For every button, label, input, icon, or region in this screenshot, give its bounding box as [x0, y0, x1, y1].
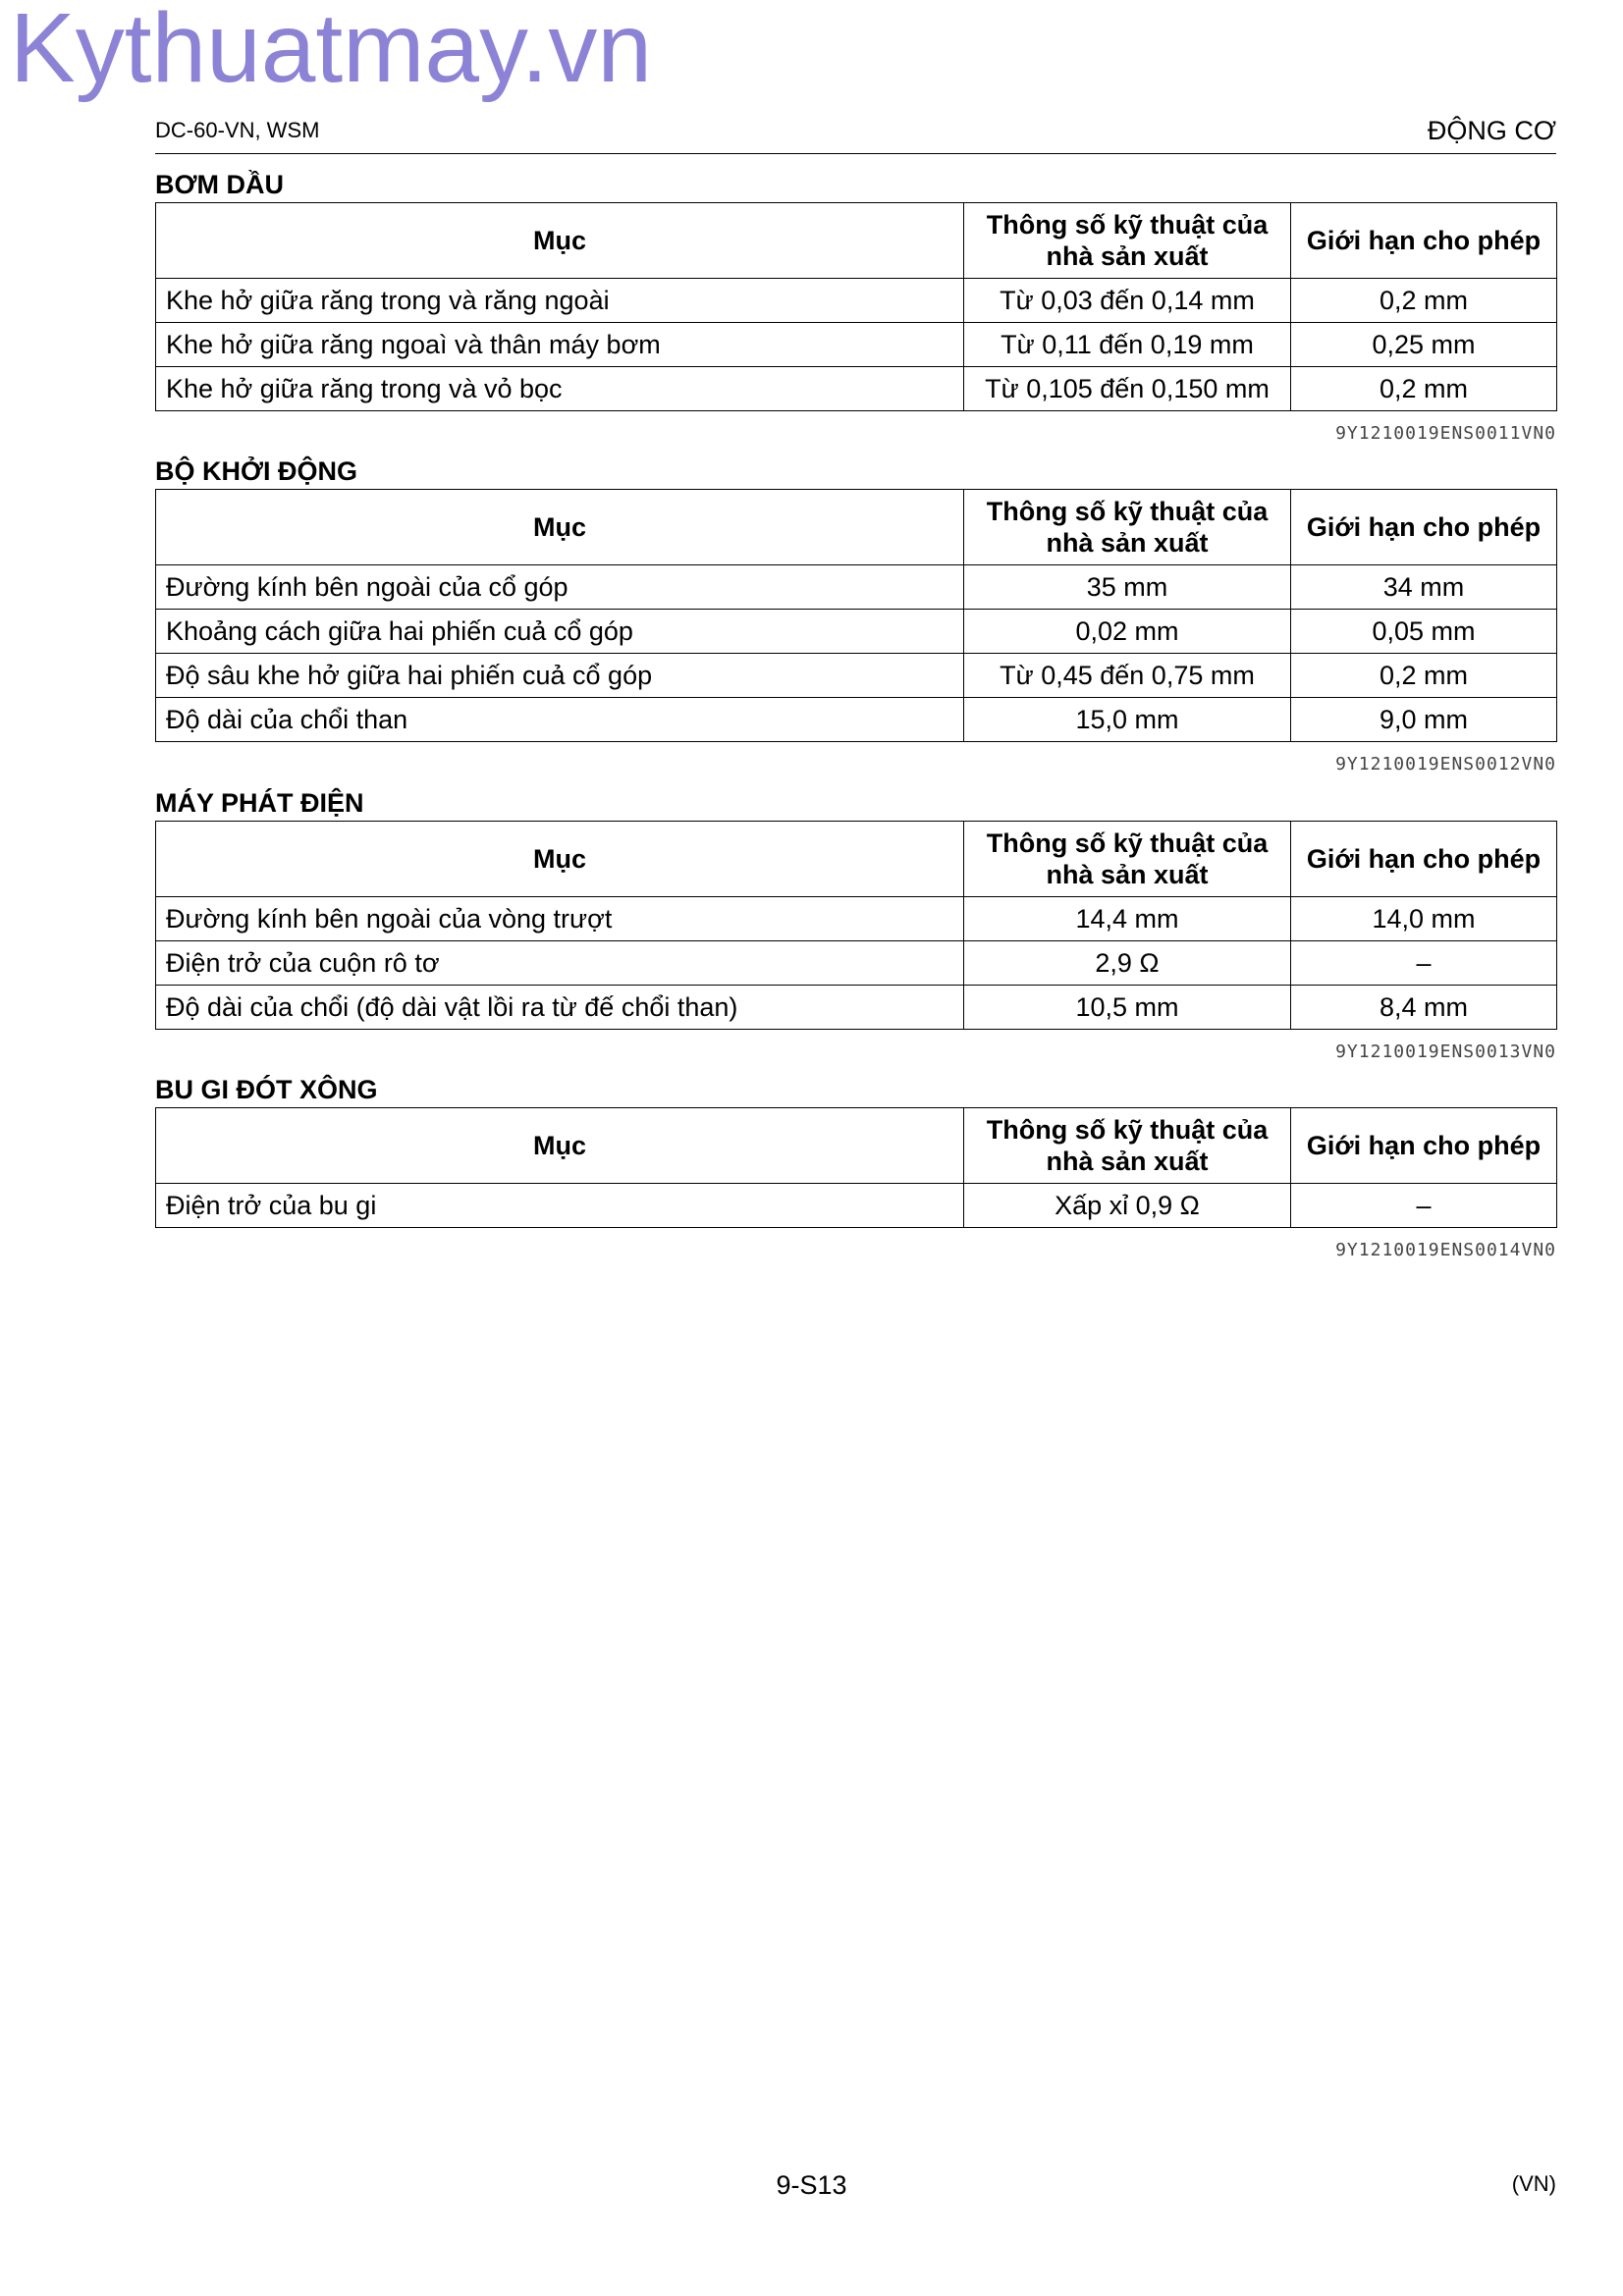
section-title: BỘ KHỞI ĐỘNG — [155, 456, 358, 486]
table-header-row — [156, 203, 1557, 279]
spec-table — [155, 1107, 1557, 1228]
cell-limit: 8,4 mm — [1291, 986, 1557, 1030]
watermark-logo: Kythuatmay.vn — [10, 0, 653, 103]
cell-limit: 0,25 mm — [1291, 323, 1557, 367]
cell-limit: 14,0 mm — [1291, 897, 1557, 941]
document-id: DC-60-VN, WSM — [155, 118, 320, 142]
column-header-spec: Thông số kỹ thuật của nhà sản xuất — [964, 203, 1291, 279]
table-header-row — [156, 490, 1557, 565]
cell-item: Độ dài của chổi (độ dài vật lồi ra từ đế chổi than) — [156, 986, 964, 1030]
column-header-spec: Thông số kỹ thuật của nhà sản xuất — [964, 490, 1291, 565]
cell-spec: 2,9 Ω — [964, 941, 1291, 986]
cell-limit: – — [1291, 941, 1557, 986]
column-header-limit: Giới hạn cho phép — [1291, 490, 1557, 565]
cell-item: Độ dài của chổi than — [156, 698, 964, 742]
cell-spec: Từ 0,03 đến 0,14 mm — [964, 279, 1291, 323]
cell-item: Khe hở giữa răng ngoaì và thân máy bơm — [156, 323, 964, 367]
cell-item: Điện trở của bu gi — [156, 1184, 964, 1228]
cell-limit: 34 mm — [1291, 565, 1557, 610]
spec-table — [155, 489, 1557, 742]
column-header-item: Mục — [156, 1108, 964, 1184]
column-header-item: Mục — [156, 203, 964, 279]
table-row — [156, 323, 1557, 367]
spec-table — [155, 202, 1557, 411]
page-number: 9-S13 — [776, 2170, 847, 2200]
cell-item: Đường kính bên ngoài của vòng trượt — [156, 897, 964, 941]
table-header-row — [156, 822, 1557, 897]
cell-spec: 35 mm — [964, 565, 1291, 610]
cell-limit: 0,2 mm — [1291, 279, 1557, 323]
column-header-limit: Giới hạn cho phép — [1291, 1108, 1557, 1184]
table-row — [156, 367, 1557, 411]
cell-spec: Từ 0,11 đến 0,19 mm — [964, 323, 1291, 367]
table-header-row — [156, 1108, 1557, 1184]
cell-item: Khe hở giữa răng trong và vỏ bọc — [156, 367, 964, 411]
cell-spec: 0,02 mm — [964, 610, 1291, 654]
column-header-limit: Giới hạn cho phép — [1291, 203, 1557, 279]
cell-item: Điện trở của cuộn rô tơ — [156, 941, 964, 986]
column-header-item: Mục — [156, 822, 964, 897]
column-header-spec: Thông số kỹ thuật của nhà sản xuất — [964, 822, 1291, 897]
table-row — [156, 941, 1557, 986]
spec-table — [155, 821, 1557, 1030]
column-header-item: Mục — [156, 490, 964, 565]
table-row — [156, 654, 1557, 698]
language-label: (VN) — [1511, 2171, 1556, 2196]
column-header-spec: Thông số kỹ thuật của nhà sản xuất — [964, 1108, 1291, 1184]
cell-limit: 0,05 mm — [1291, 610, 1557, 654]
cell-spec: Xấp xỉ 0,9 Ω — [964, 1184, 1291, 1228]
page-header — [155, 114, 1556, 154]
table-row — [156, 610, 1557, 654]
table-row — [156, 986, 1557, 1030]
cell-spec: 10,5 mm — [964, 986, 1291, 1030]
section-title: MÁY PHÁT ĐIỆN — [155, 788, 364, 818]
reference-code: 9Y1210019ENS0014VN0 — [1335, 1240, 1556, 1260]
chapter-title: ĐỘNG CƠ — [1427, 116, 1556, 145]
cell-spec: Từ 0,105 đến 0,150 mm — [964, 367, 1291, 411]
cell-spec: 15,0 mm — [964, 698, 1291, 742]
section-title: BƠM DẦU — [155, 170, 285, 199]
section-starter — [155, 454, 1556, 774]
table-row — [156, 279, 1557, 323]
table-row — [156, 897, 1557, 941]
cell-limit: 9,0 mm — [1291, 698, 1557, 742]
table-row — [156, 1184, 1557, 1228]
section-title: BU GI ĐÓT XÔNG — [155, 1075, 378, 1104]
column-header-limit: Giới hạn cho phép — [1291, 822, 1557, 897]
reference-code: 9Y1210019ENS0012VN0 — [1335, 754, 1556, 774]
cell-item: Độ sâu khe hở giữa hai phiến cuả cổ góp — [156, 654, 964, 698]
cell-item: Đường kính bên ngoài của cổ góp — [156, 565, 964, 610]
cell-limit: – — [1291, 1184, 1557, 1228]
cell-spec: 14,4 mm — [964, 897, 1291, 941]
cell-spec: Từ 0,45 đến 0,75 mm — [964, 654, 1291, 698]
cell-limit: 0,2 mm — [1291, 654, 1557, 698]
cell-item: Khoảng cách giữa hai phiến cuả cổ góp — [156, 610, 964, 654]
table-row — [156, 565, 1557, 610]
cell-item: Khe hở giữa răng trong và răng ngoài — [156, 279, 964, 323]
table-row — [156, 698, 1557, 742]
reference-code: 9Y1210019ENS0011VN0 — [1335, 423, 1556, 444]
section-oil-pump — [155, 167, 1556, 444]
section-glow-plug — [155, 1072, 1556, 1260]
section-alternator — [155, 785, 1556, 1062]
cell-limit: 0,2 mm — [1291, 367, 1557, 411]
reference-code: 9Y1210019ENS0013VN0 — [1335, 1041, 1556, 1062]
